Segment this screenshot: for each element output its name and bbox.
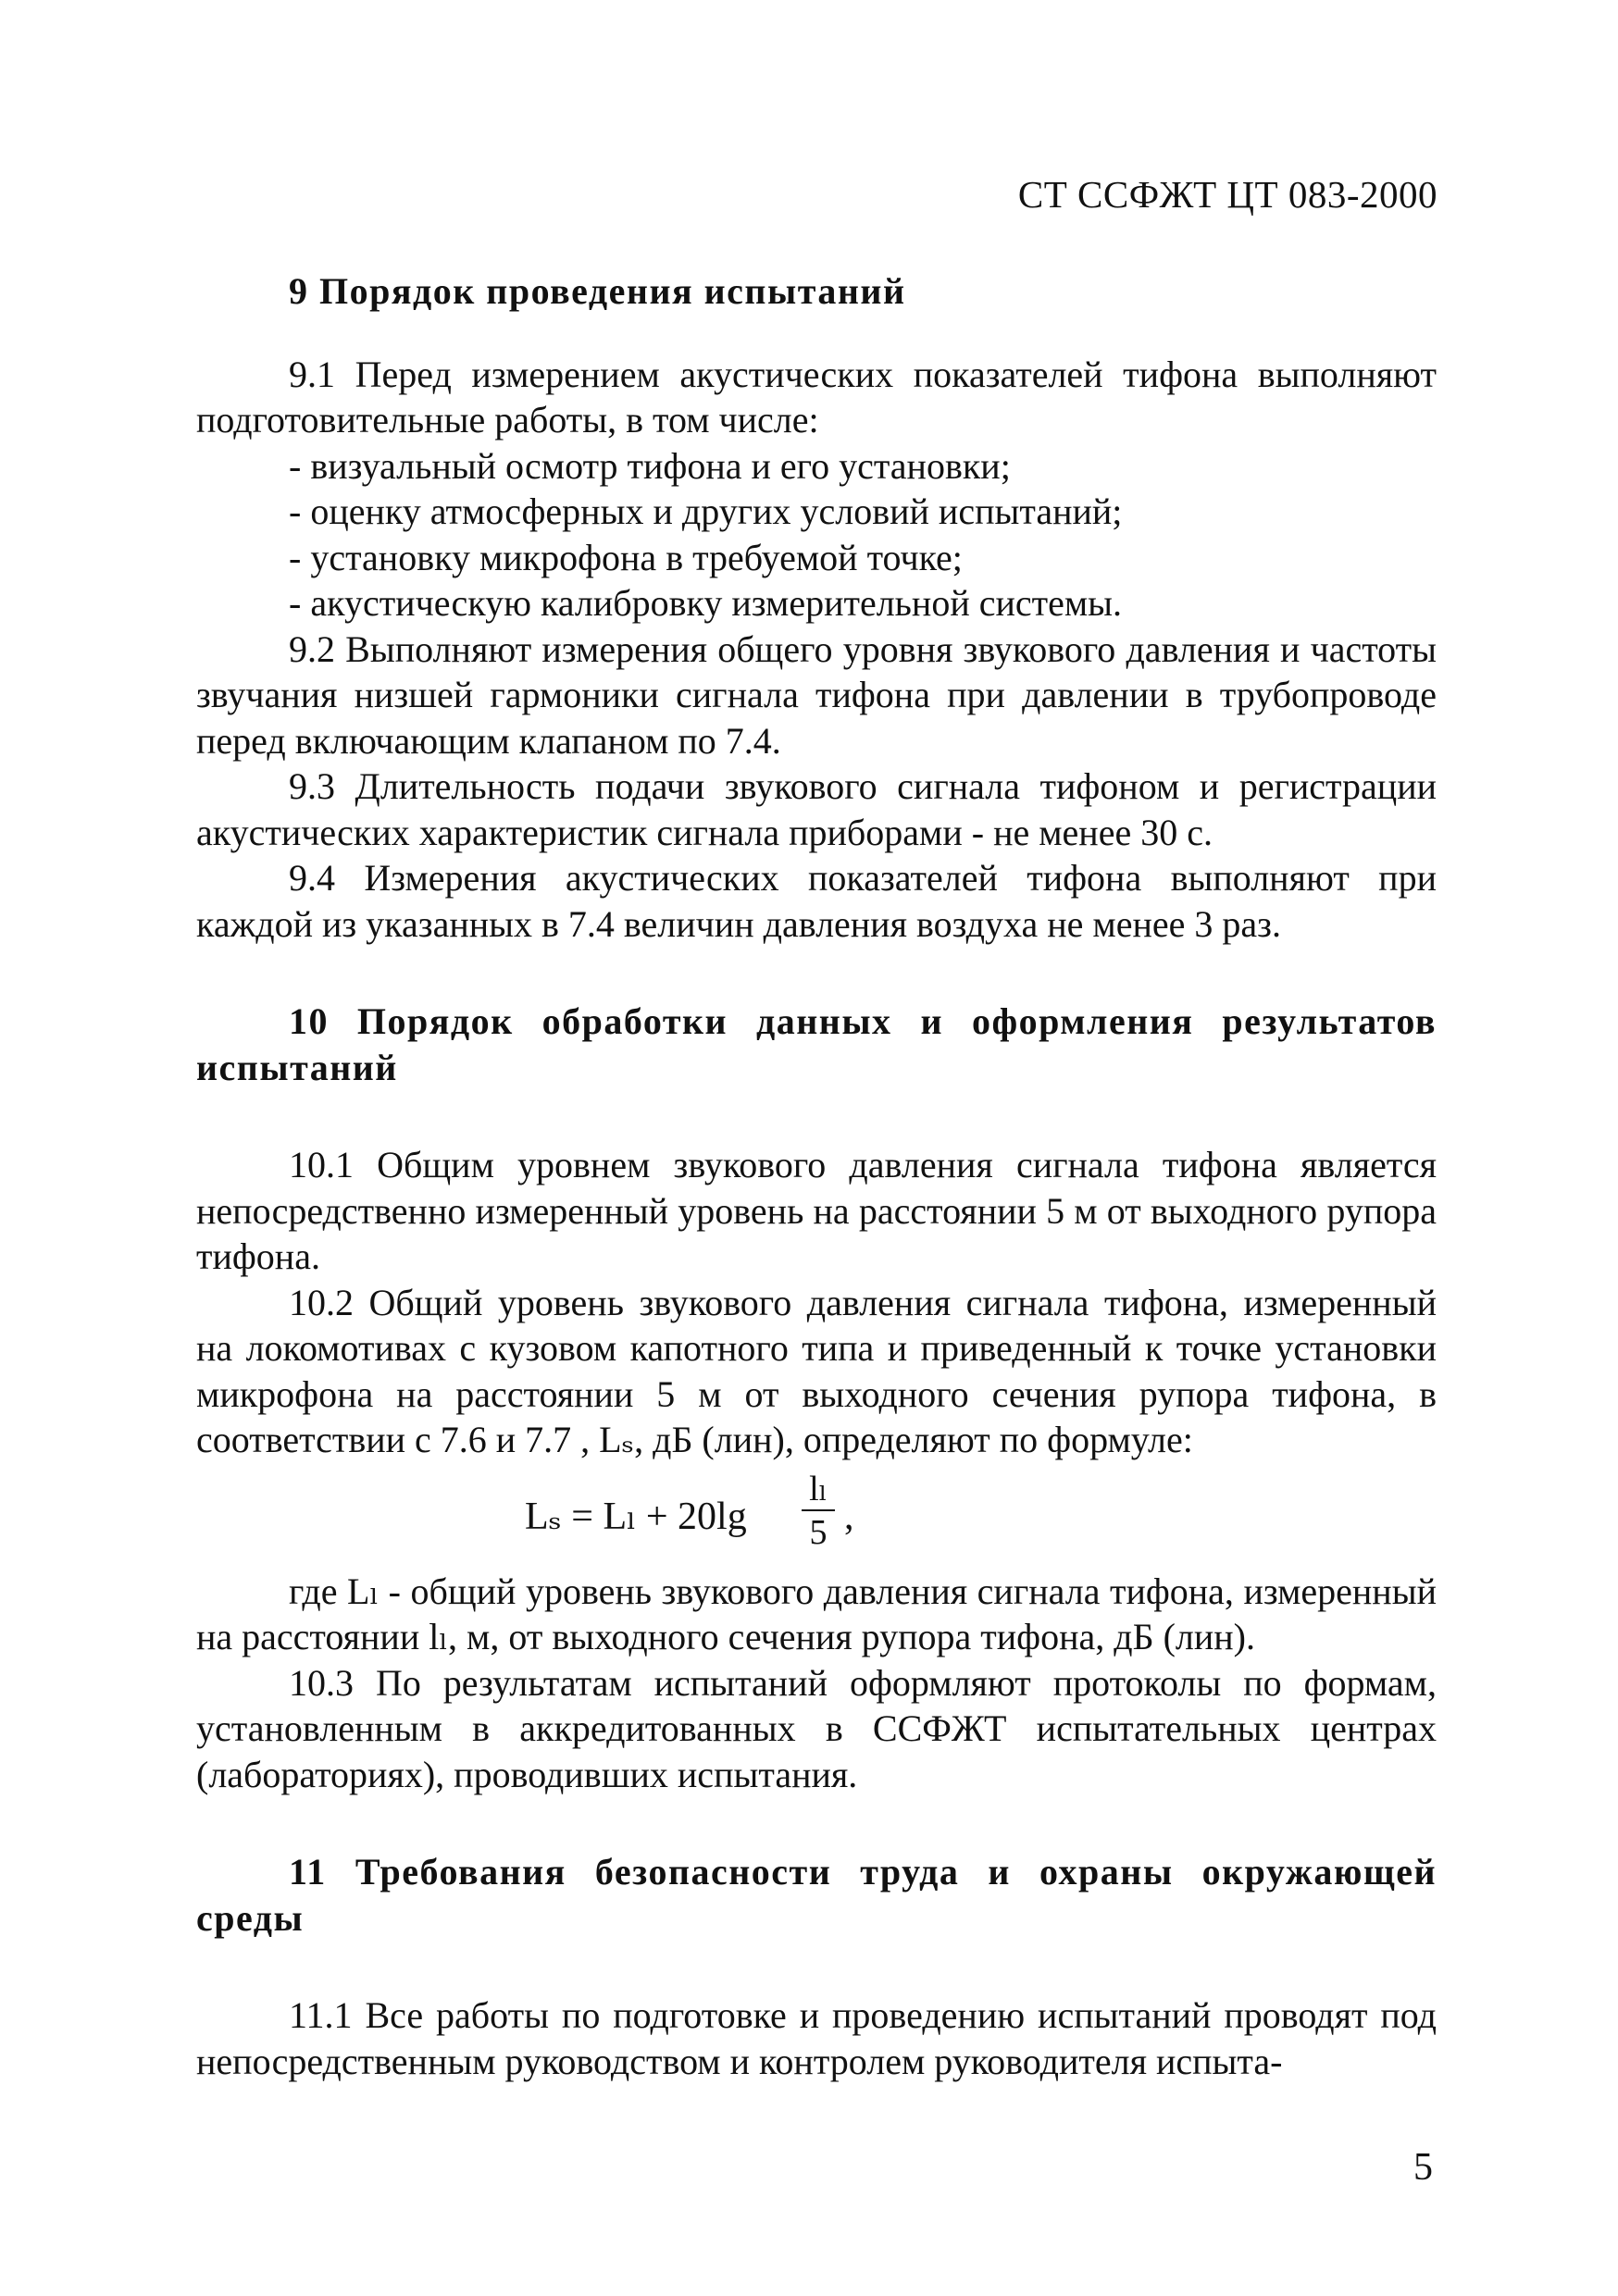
section-11-heading: 11 Требования безопасности труда и охраны окружающей среды: [196, 1851, 1437, 1939]
section-9-heading: 9 Порядок проведения испытаний: [289, 270, 906, 312]
paragraph-9-4: 9.4 Измерения акустических показателей тифона выполняют при каждой из указанных в 7.4 величин давления воздуха не менее 3 раз.: [196, 857, 1437, 945]
paragraph-10-1: 10.1 Общим уровнем звукового давления сигнала тифона является непосредственно измеренный уровень на расстоянии 5 м от выходного рупора тифона.: [196, 1144, 1437, 1277]
paragraph-11-1: 11.1 Все работы по подготовке и проведению испытаний проводят под непосредственным руководством и контролем руководителя испыта-: [196, 1994, 1437, 2082]
spacer: [196, 1797, 1437, 1849]
preparation-list: [196, 443, 1437, 627]
formula-comma: ,: [844, 1495, 854, 1538]
paragraph-9-1: 9.1 Перед измерением акустических показателей тифона выполняют подготовительные работы, в том числе:: [196, 353, 1437, 441]
paragraph-9-2: 9.2 Выполняют измерения общего уровня звукового давления и частоты звучания низшей гармоники сигнала тифона при давлении в трубопроводе перед включающим клапаном по 7.4.: [196, 627, 1437, 762]
formula-denominator: 5: [809, 1512, 828, 1552]
paragraph-9-3: 9.3 Длительность подачи звукового сигнала тифоном и регистрации акустических характеристик сигнала приборами - не менее 30 с.: [196, 765, 1437, 853]
list-item: - установку микрофона в требуемой точке;: [289, 536, 963, 578]
paragraph-10-2: 10.2 Общий уровень звукового давления сигнала тифона, измеренный на локомотивах с кузовом капотного типа и приведенный к точке установки микрофона на расстоянии 5 м от выходного сечения рупора тифона, в соответствии с 7.6 и 7.7 , Lₛ, дБ (лин), определяют по формуле:: [196, 1281, 1437, 1460]
list-item: - визуальный осмотр тифона и его установки;: [289, 444, 1011, 487]
formula-numerator: lₗ: [809, 1469, 828, 1508]
formula-explanation: где Lₗ - общий уровень звукового давления сигнала тифона, измеренный на расстоянии lₗ, м, от выходного сечения рупора тифона, дБ (лин).: [196, 1570, 1437, 1657]
spacer: [196, 1090, 1437, 1142]
formula-fraction: [800, 1469, 837, 1554]
section-10-heading: 10 Порядок обработки данных и оформления результатов испытаний: [196, 1000, 1437, 1088]
page-number: 5: [1413, 2146, 1433, 2189]
sound-level-formula: [196, 1469, 1437, 1565]
paragraph-10-3: 10.3 По результатам испытаний оформляют протоколы по формам, установленным в аккредитованных в ССФЖТ испытательных центрах (лабораториях), проводивших испытания.: [196, 1661, 1437, 1795]
spacer: [196, 947, 1437, 999]
list-item: - акустическую калибровку измерительной системы.: [289, 582, 1123, 624]
formula-lhs: Lₛ = Lₗ + 20lg: [525, 1495, 747, 1538]
document-code-header: СТ ССФЖТ ЦТ 083-2000: [1017, 173, 1438, 216]
document-body: [196, 268, 1437, 2084]
spacer: [196, 315, 1437, 352]
list-item: - оценку атмосферных и других условий испытаний;: [289, 490, 1123, 532]
spacer: [196, 1941, 1437, 1992]
